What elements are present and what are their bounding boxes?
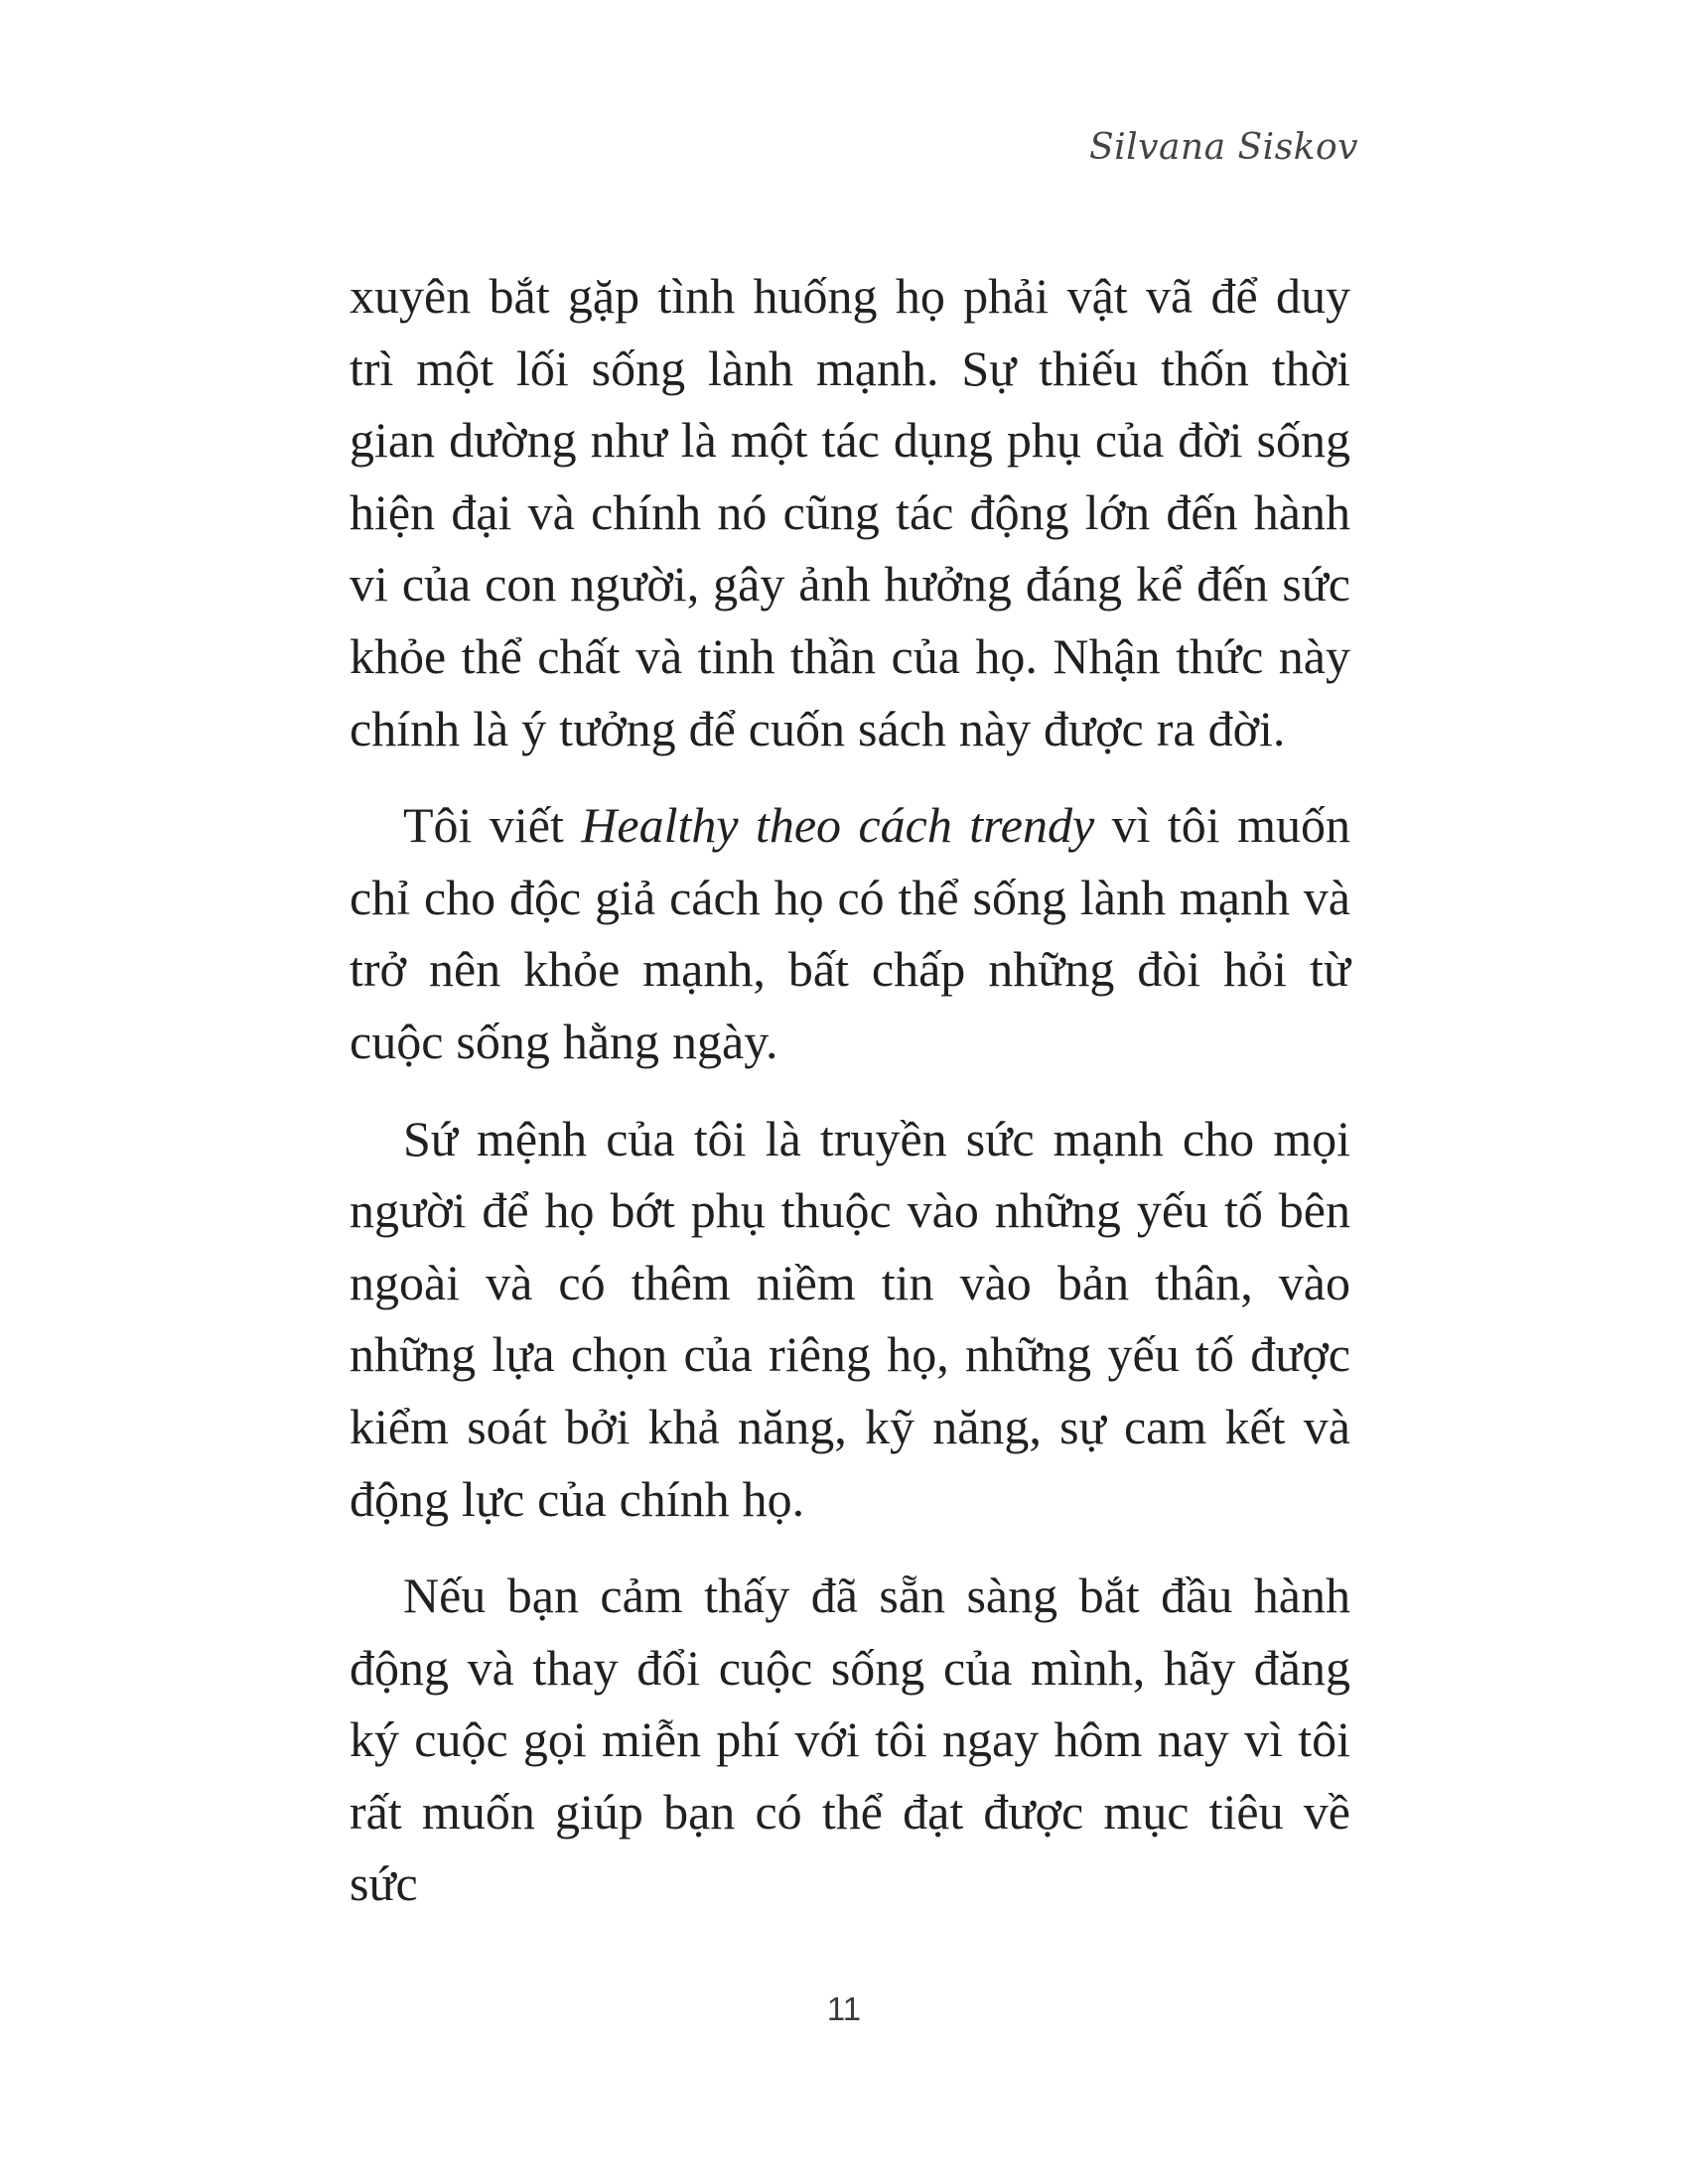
paragraph-2 [350,789,1350,1077]
running-head-author: Silvana Siskov [1088,127,1358,168]
paragraph-2-lead: Tôi viết [403,797,582,854]
book-title: Healthy theo cách trendy [581,797,1095,854]
page-number: 11 [826,1990,862,2027]
paragraph-2-rest: vì tôi muốn chỉ cho độc giả cách họ có thể sống lành mạnh và trở nên khỏe mạnh, bất chấp những đòi hỏi từ cuộc sống hằng ngày. [350,797,1350,1069]
paragraph-4: Nếu bạn cảm thấy đã sẵn sàng bắt đầu hành động và thay đổi cuộc sống của mình, hãy đăng ký cuộc gọi miễn phí với tôi ngay hôm nay vì tôi rất muốn giúp bạn có thể đạt được mục tiêu về sức [350,1568,1350,1912]
paragraph-3: Sứ mệnh của tôi là truyền sức mạnh cho mọi người để họ bớt phụ thuộc vào những yếu tố bên ngoài và có thêm niềm tin vào bản thân, vào những lựa chọn của riêng họ, những yếu tố được kiểm soát bởi khả năng, kỹ năng, sự cam kết và động lực của chính họ. [350,1110,1350,1527]
paragraph-1: xuyên bắt gặp tình huống họ phải vật vã để duy trì một lối sống lành mạnh. Sự thiếu thốn thời gian dường như là một tác dụng phụ của đời sống hiện đại và chính nó cũng tác động lớn đến hành vi của con người, gây ảnh hưởng đáng kể đến sức khỏe thể chất và tinh thần của họ. Nhận thức này chính là ý tưởng để cuốn sách này được ra đời. [350,268,1350,756]
body-text [350,260,1350,1945]
